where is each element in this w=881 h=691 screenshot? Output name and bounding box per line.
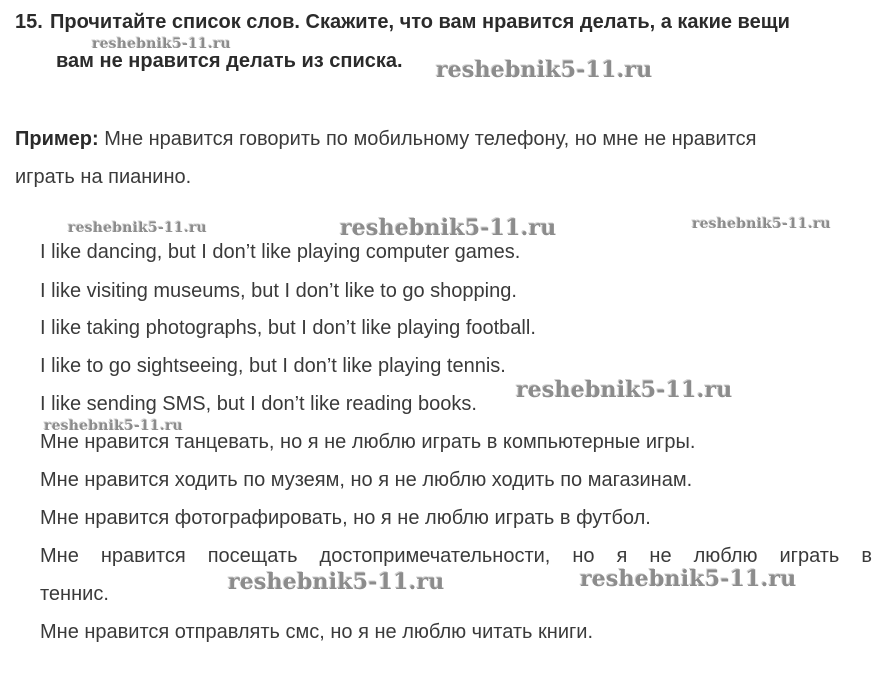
english-line-1: I like dancing, but I don’t like playing computer games. [40, 241, 521, 263]
russian-line-4: Мне нравится посещать достопримечательности, но я не люблю играть в [40, 545, 872, 567]
watermark: reshebnik5-11.ru [228, 569, 445, 595]
watermark: reshebnik5-11.ru [580, 566, 797, 592]
russian-line-2: Мне нравится ходить по музеям, но я не люблю ходить по магазинам. [40, 469, 693, 491]
english-line-5: I like sending SMS, but I don’t like reading books. [40, 393, 477, 415]
english-line-4: I like to go sightseeing, but I don’t like playing tennis. [40, 355, 506, 377]
example-line-1 [15, 128, 871, 151]
watermark: reshebnik5-11.ru [692, 216, 831, 232]
watermark: reshebnik5-11.ru [436, 57, 653, 83]
example-text-1: Мне нравится говорить по мобильному телефону, но мне не нравится [98, 128, 757, 150]
russian-line-4-cont: теннис. [40, 583, 109, 605]
english-line-3: I like taking photographs, but I don’t like playing football. [40, 317, 536, 339]
russian-line-3: Мне нравится фотографировать, но я не люблю играть в футбол. [40, 507, 651, 529]
english-line-2: I like visiting museums, but I don’t like to go shopping. [40, 280, 517, 302]
watermark: reshebnik5-11.ru [340, 215, 557, 241]
russian-line-1: Мне нравится танцевать, но я не люблю играть в компьютерные игры. [40, 431, 696, 453]
task-instruction-line-1: Прочитайте список слов. Скажите, что вам нравится делать, а какие вещи [50, 11, 790, 33]
task-number: 15. [15, 11, 43, 33]
watermark: reshebnik5-11.ru [516, 377, 733, 403]
example-label: Пример: [15, 128, 99, 150]
example-line-2: играть на пианино. [15, 166, 192, 188]
watermark: reshebnik5-11.ru [68, 220, 207, 236]
watermark: reshebnik5-11.ru [44, 418, 183, 434]
task-instruction-line-2: вам не нравится делать из списка. [56, 50, 403, 72]
watermark: reshebnik5-11.ru [92, 36, 231, 52]
russian-line-5: Мне нравится отправлять смс, но я не люблю читать книги. [40, 621, 594, 643]
